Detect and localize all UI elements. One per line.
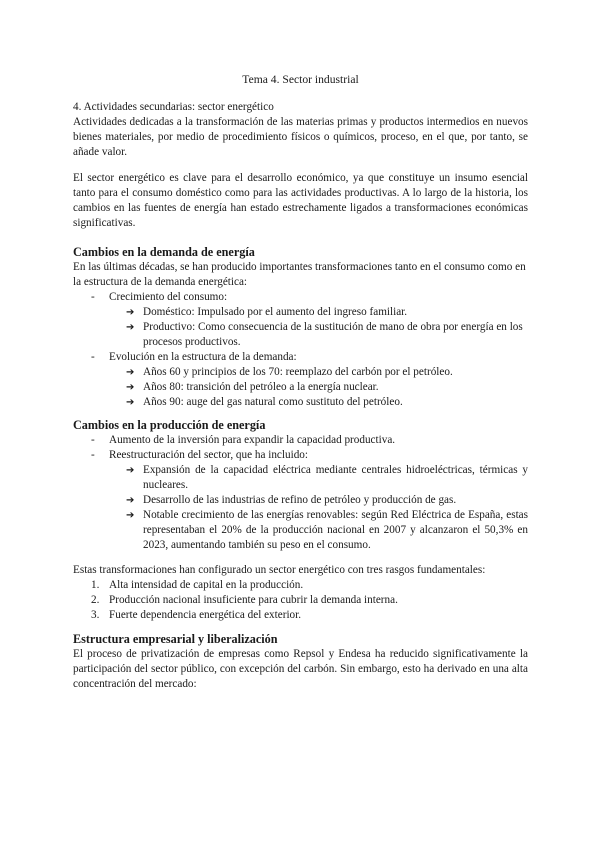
list-item: [73, 320, 528, 350]
list-number: 1.: [91, 579, 100, 591]
dash-bullet: -: [91, 434, 95, 446]
dash-bullet: -: [91, 351, 95, 363]
demand-intro: En las últimas décadas, se han producido importantes transformaciones tanto en el consumo como en la estructura de la demanda energética:: [73, 261, 526, 288]
list-item: [73, 350, 528, 365]
structure-heading: Estructura empresarial y liberalización: [73, 632, 278, 646]
list-item-text: Notable crecimiento de las energías renovables: según Red Eléctrica de España, estas representaban el 20% de la producción nacional en 2007 y alcanzaron el 50,3% en 2023, aumentando también su peso en el consumo.: [143, 509, 528, 551]
arrow-icon: ➔: [126, 397, 135, 408]
section-intro-paragraph: Actividades dedicadas a la transformación de las materias primas y productos intermedios en nuevos bienes materiales, por medio de procedimiento físicos o químicos, proceso, en el que, por tanto, se añade valor.: [73, 116, 528, 158]
arrow-icon: ➔: [126, 510, 135, 521]
list-item-text: Producción nacional insuficiente para cubrir la demanda interna.: [109, 594, 398, 606]
section-4: [73, 100, 528, 160]
list-item-text: Desarrollo de las industrias de refino de petróleo y producción de gas.: [143, 494, 457, 506]
list-item-text: Evolución en la estructura de la demanda:: [109, 351, 297, 363]
demand-section: [73, 245, 528, 410]
list-item-text: Años 80: transición del petróleo a la energía nuclear.: [143, 381, 379, 393]
features-section: [73, 563, 528, 623]
arrow-icon: ➔: [126, 322, 135, 333]
list-item: [73, 395, 528, 410]
list-item-text: Alta intensidad de capital en la producción.: [109, 579, 304, 591]
list-item: [73, 463, 528, 493]
dash-bullet: -: [91, 449, 95, 461]
list-item-text: Años 90: auge del gas natural como sustituto del petróleo.: [143, 396, 403, 408]
list-item-text: Años 60 y principios de los 70: reemplazo del carbón por el petróleo.: [143, 366, 453, 378]
list-item-text: Reestructuración del sector, que ha incluido:: [109, 449, 308, 461]
list-item-text: Doméstico: Impulsado por el aumento del ingreso familiar.: [143, 306, 408, 318]
production-section: [73, 418, 528, 553]
list-item-text: Expansión de la capacidad eléctrica mediante centrales hidroeléctricas, térmicas y nucleares.: [143, 464, 528, 491]
list-item: [73, 305, 528, 320]
demand-heading: Cambios en la demanda de energía: [73, 245, 255, 259]
arrow-icon: ➔: [126, 382, 135, 393]
list-item: [73, 508, 528, 553]
list-item: [73, 365, 528, 380]
list-item-text: Crecimiento del consumo:: [109, 291, 228, 303]
list-item-text: Productivo: Como consecuencia de la sustitución de mano de obra por energía en los procesos productivos.: [143, 321, 523, 348]
list-item: [73, 290, 528, 305]
list-item: [73, 578, 528, 593]
list-item: [73, 448, 528, 463]
arrow-icon: ➔: [126, 465, 135, 476]
arrow-icon: ➔: [126, 495, 135, 506]
list-item: [73, 433, 528, 448]
page-title: Tema 4. Sector industrial: [242, 73, 359, 86]
list-item: [73, 380, 528, 395]
structure-paragraph: El proceso de privatización de empresas como Repsol y Endesa ha reducido significativamente la participación del sector público, con excepción del carbón. Sin embargo, esto ha derivado en una alta concentración del mercado:: [73, 648, 528, 690]
arrow-icon: ➔: [126, 367, 135, 378]
list-number: 3.: [91, 609, 100, 621]
structure-section: [73, 632, 528, 692]
list-item-text: Fuerte dependencia energética del exterior.: [109, 609, 302, 621]
arrow-icon: ➔: [126, 307, 135, 318]
list-item: [73, 593, 528, 608]
list-item: [73, 608, 528, 623]
features-intro: Estas transformaciones han configurado un sector energético con tres rasgos fundamentales:: [73, 564, 486, 576]
list-item-text: Aumento de la inversión para expandir la capacidad productiva.: [109, 434, 396, 446]
list-number: 2.: [91, 594, 100, 606]
list-item: [73, 493, 528, 508]
dash-bullet: -: [91, 291, 95, 303]
production-heading: Cambios en la producción de energía: [73, 418, 266, 432]
section-heading: 4. Actividades secundarias: sector energético: [73, 101, 274, 113]
importance-paragraph: El sector energético es clave para el desarrollo económico, ya que constituye un insumo esencial tanto para el consumo doméstico como para las actividades productivas. A lo largo de la historia, los cambios en las fuentes de energía han estado estrechamente ligados a transformaciones económicas significativas.: [73, 172, 528, 229]
